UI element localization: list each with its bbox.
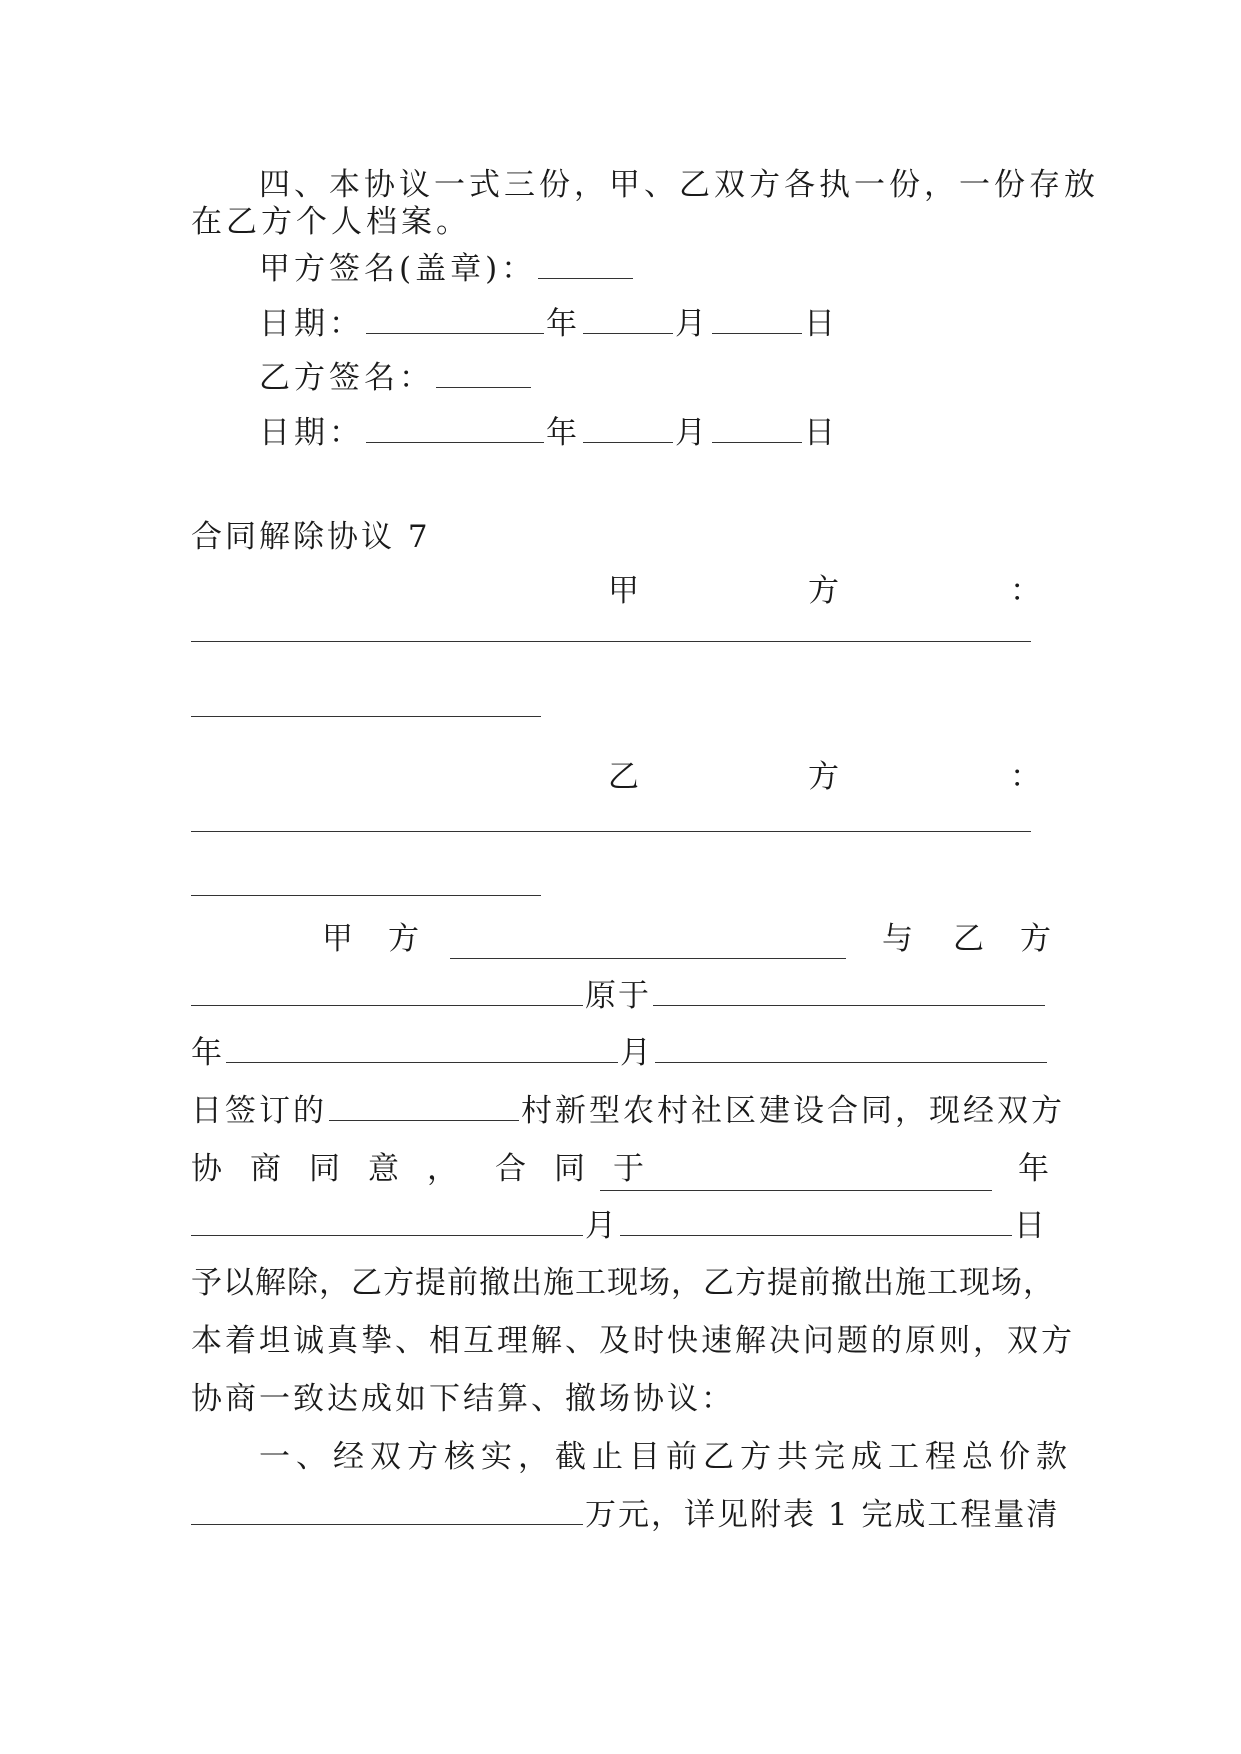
- year-label: 年: [546, 415, 581, 451]
- original-date-blank[interactable]: [653, 975, 1045, 1006]
- party-b-fang: 方: [808, 759, 839, 795]
- body-yu: 与: [882, 921, 913, 957]
- party-a-colon: ：: [1010, 573, 1041, 609]
- document-title: [191, 508, 1053, 566]
- party-a-fang: 方: [808, 573, 839, 609]
- party-a-char: 甲: [608, 573, 639, 609]
- party-b-name-blank[interactable]: [191, 831, 1031, 832]
- party-b-date-line: [191, 404, 1121, 462]
- party-b-char: 乙: [608, 759, 639, 795]
- item-one-line2: [191, 1486, 1060, 1544]
- date-day-blank[interactable]: [712, 412, 802, 443]
- party-a-signature-line: [191, 240, 1121, 298]
- body-line6: [191, 1197, 1053, 1255]
- body-yi: 乙: [953, 921, 984, 957]
- agree-char: 合: [495, 1151, 526, 1187]
- party-a-signature-blank[interactable]: [538, 248, 633, 279]
- month-label: 月: [675, 306, 710, 342]
- termination-month-blank[interactable]: [191, 1205, 583, 1236]
- body-fang: 方: [388, 921, 419, 957]
- body-ri2: 日: [1014, 1208, 1047, 1244]
- body-yuanyu: 原于: [585, 978, 651, 1014]
- day-label: 日: [804, 306, 839, 342]
- party-a-body-blank[interactable]: [450, 928, 846, 959]
- date-month-blank[interactable]: [583, 303, 673, 334]
- body-signed: 日签订的: [191, 1093, 327, 1129]
- item-one-text1: 一、经双方核实，截止目前乙方共完成工程总价款: [259, 1439, 1073, 1475]
- agree-char: 于: [613, 1151, 644, 1187]
- item-one-text2: 万元，详见附表 1 完成工程量清: [585, 1497, 1060, 1533]
- termination-year-blank[interactable]: [600, 1160, 992, 1191]
- party-b-colon: ：: [1010, 759, 1041, 795]
- date-year-blank[interactable]: [366, 303, 544, 334]
- agree-char: ，: [427, 1151, 458, 1187]
- agree-char: 商: [250, 1151, 281, 1187]
- body-yue: 月: [620, 1035, 653, 1071]
- body-text-l9: 本着坦诚真挚、相互理解、及时快速解决问题的原则，双方: [191, 1323, 1075, 1359]
- title-text: 合同解除协议 7: [191, 519, 431, 555]
- body-line4: [191, 1082, 1065, 1140]
- party-b-signature-line: [191, 349, 1121, 407]
- party-a-signature-label: 甲方签名(盖章)：: [259, 251, 537, 287]
- item-one-line1: [191, 1428, 1121, 1486]
- party-b-signature-label: 乙方签名：: [259, 360, 434, 396]
- body-nian2: 年: [1018, 1151, 1049, 1187]
- body-nian: 年: [191, 1035, 224, 1071]
- agree-char: 同: [554, 1151, 585, 1187]
- body-jia: 甲: [322, 921, 353, 957]
- body-line5: [191, 1140, 663, 1198]
- paragraph-four-text1: 四、本协议一式三份，甲、乙双方各执一份，一份存放: [259, 167, 1099, 203]
- day-label: 日: [804, 415, 839, 451]
- party-a-name-blank[interactable]: [191, 641, 1031, 642]
- original-month-blank[interactable]: [226, 1032, 618, 1063]
- termination-day-blank[interactable]: [620, 1205, 1012, 1236]
- date-day-blank[interactable]: [712, 303, 802, 334]
- year-label: 年: [546, 306, 581, 342]
- body-yue2: 月: [585, 1208, 618, 1244]
- body-line8: [191, 1312, 1075, 1370]
- agree-char: 意: [368, 1151, 399, 1187]
- party-b-signature-blank[interactable]: [436, 357, 531, 388]
- body-line3: [191, 1024, 1053, 1082]
- body-fang2: 方: [1020, 921, 1051, 957]
- original-day-blank[interactable]: [655, 1032, 1047, 1063]
- body-text-l8: 予以解除，乙方提前撤出施工现场，乙方提前撤出施工现场，: [191, 1265, 1055, 1301]
- party-b-name-blank-cont[interactable]: [191, 895, 541, 896]
- body-line7: [191, 1254, 1053, 1312]
- agree-char: 协: [191, 1151, 222, 1187]
- body-line2: [191, 967, 1053, 1025]
- paragraph-four-text2: 在乙方个人档案。: [191, 204, 471, 240]
- date-year-blank[interactable]: [366, 412, 544, 443]
- village-blank[interactable]: [329, 1090, 519, 1121]
- body-text-l10: 协商一致达成如下结算、撤场协议：: [191, 1381, 735, 1417]
- total-price-blank[interactable]: [191, 1494, 583, 1525]
- month-label: 月: [675, 415, 710, 451]
- body-contract: 村新型农村社区建设合同，现经双方: [521, 1093, 1065, 1129]
- party-a-date-line: [191, 295, 1121, 353]
- date-month-blank[interactable]: [583, 412, 673, 443]
- date-label: 日期：: [259, 415, 364, 451]
- agree-char: 同: [309, 1151, 340, 1187]
- party-b-body-blank[interactable]: [191, 975, 583, 1006]
- party-a-name-blank-cont[interactable]: [191, 716, 541, 717]
- date-label: 日期：: [259, 306, 364, 342]
- body-line9: [191, 1370, 1053, 1428]
